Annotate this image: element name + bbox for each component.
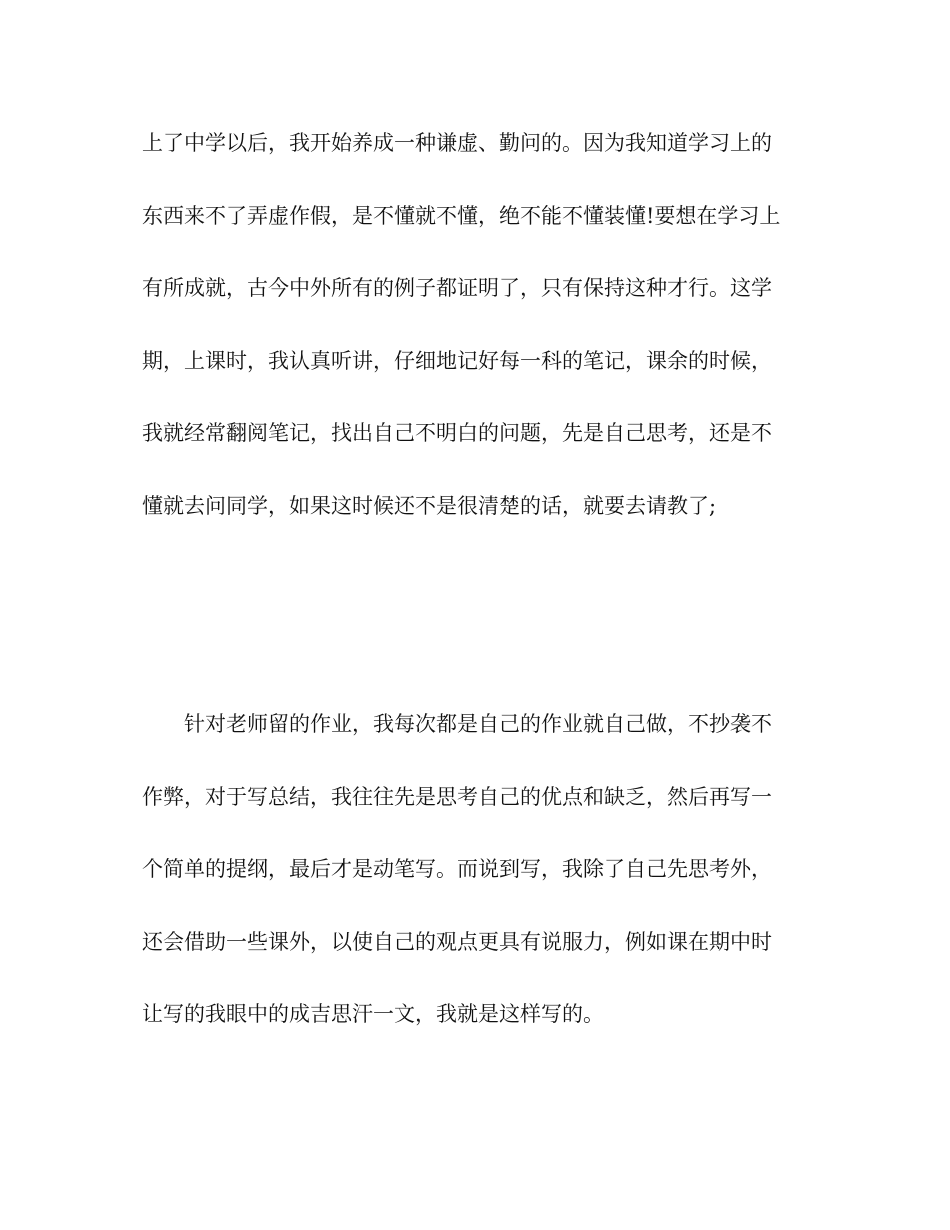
- paragraph-1-line-1: 上了中学以后，我开始养成一种谦虚、勤问的。因为我知道学习上的: [142, 131, 772, 155]
- paragraph-2-line-2: 作弊，对于写总结，我往往先是思考自己的优点和缺乏，然后再写一: [142, 785, 772, 809]
- paragraph-1-line-3: 有所成就，古今中外所有的例子都证明了，只有保持这种才行。这学: [142, 276, 772, 300]
- paragraph-2-line-4: 还会借助一些课外，以使自己的观点更具有说服力，例如课在期中时: [142, 930, 772, 954]
- paragraph-1-line-4: 期，上课时，我认真听讲，仔细地记好每一科的笔记，课余的时候，: [142, 349, 772, 373]
- paragraph-2-line-5: 让写的我眼中的成吉思汗一文，我就是这样写的。: [142, 1002, 604, 1026]
- paragraph-1-line-6: 懂就去问同学，如果这时候还不是很清楚的话，就要去请教了;: [142, 494, 717, 518]
- paragraph-1-line-5: 我就经常翻阅笔记，找出自己不明白的问题，先是自己思考，还是不: [142, 421, 772, 445]
- paragraph-2-line-1: 针对老师留的作业，我每次都是自己的作业就自己做，不抄袭不: [184, 712, 772, 736]
- paragraph-1-line-2: 东西来不了弄虚作假，是不懂就不懂，绝不能不懂装懂!要想在学习上: [142, 204, 781, 228]
- paragraph-2-line-3: 个简单的提纲，最后才是动笔写。而说到写，我除了自己先思考外，: [142, 857, 772, 881]
